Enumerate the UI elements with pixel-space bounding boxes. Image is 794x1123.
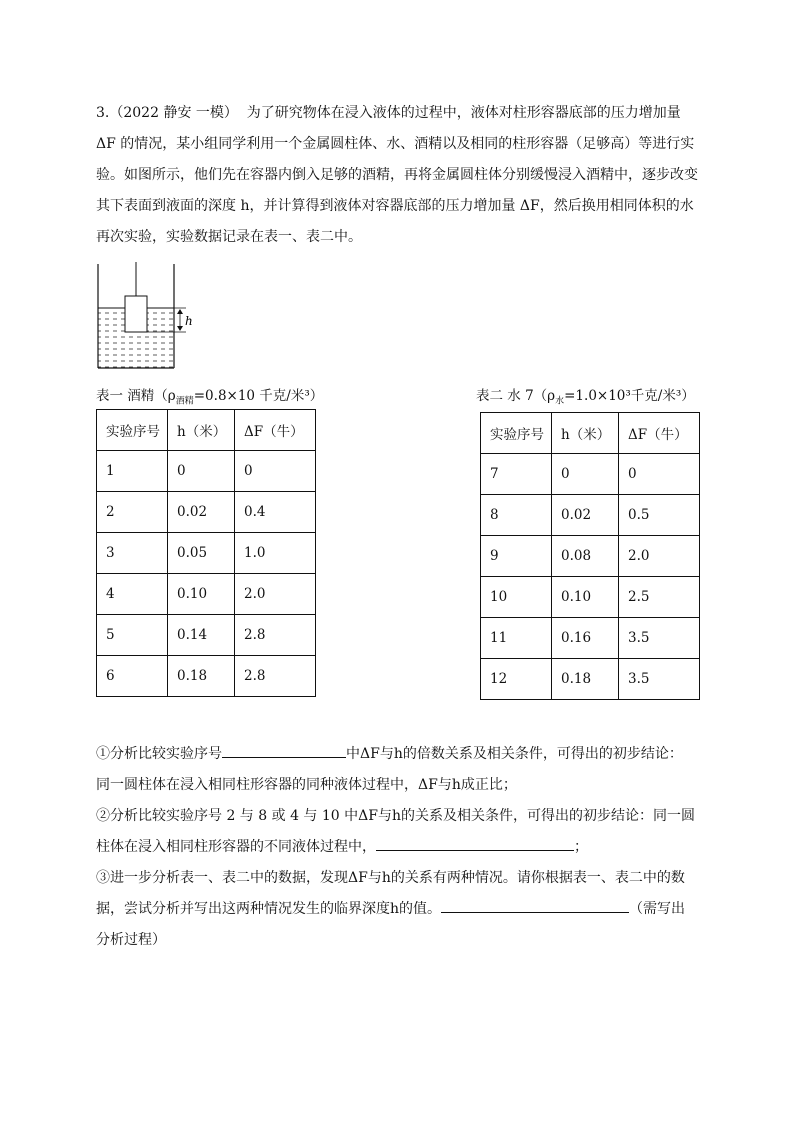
stem-line-4: 其下表面到液面的深度 h，并计算得到液体对容器底部的压力增加量 ΔF，然后换用相同体积的水 xyxy=(96,198,694,214)
part2-line2: 柱体在浸入相同柱形容器的不同液体过程中， ； xyxy=(96,832,702,863)
answer-blank-2[interactable] xyxy=(376,834,574,851)
table-header-row xyxy=(97,410,316,451)
table-row xyxy=(481,454,700,495)
sub-questions xyxy=(96,739,702,956)
table-cell: 3.5 xyxy=(619,618,700,659)
question-stem xyxy=(96,98,702,253)
part3-line2: 据，尝试分析并写出这两种情况发生的临界深度h的值。 （需写出 xyxy=(96,894,702,925)
table-cell: 2.0 xyxy=(619,536,700,577)
table-row xyxy=(481,659,700,700)
table-cell: 12 xyxy=(481,659,552,700)
stem-line-1: 3.（2022 静安 一模） 为了研究物体在浸入液体的过程中，液体对柱形容器底部的压力增加量 xyxy=(96,105,681,121)
table-row xyxy=(97,533,316,574)
table-row xyxy=(97,574,316,615)
table-row xyxy=(481,495,700,536)
table-cell: 0 xyxy=(619,454,700,495)
table-cell: 0.18 xyxy=(552,659,619,700)
table-header-row xyxy=(481,413,700,454)
table-cell: 5 xyxy=(97,615,168,656)
part2-line1: ②分析比较实验序号 2 与 8 或 4 与 10 中ΔF与h的关系及相关条件，可得出的初步结论：同一圆 xyxy=(96,808,695,824)
table-cell: 0.14 xyxy=(168,615,235,656)
table-cell: 8 xyxy=(481,495,552,536)
table-cell: 10 xyxy=(481,577,552,618)
table-cell: 2.5 xyxy=(619,577,700,618)
table-row xyxy=(481,618,700,659)
table-cell: 9 xyxy=(481,536,552,577)
table-cell: 0 xyxy=(552,454,619,495)
table-cell: 0 xyxy=(235,451,316,492)
metal-cylinder xyxy=(125,262,147,332)
stem-line-5: 再次实验，实验数据记录在表一、表二中。 xyxy=(96,229,362,245)
table-cell: 6 xyxy=(97,656,168,697)
table-row xyxy=(97,615,316,656)
table-cell: 0.02 xyxy=(552,495,619,536)
header-cell: ΔF（牛） xyxy=(235,410,316,451)
part3-line1: ③进一步分析表一、表二中的数据，发现ΔF与h的关系有两种情况。请你根据表一、表二中的数 xyxy=(96,870,685,886)
table-cell: 2.0 xyxy=(235,574,316,615)
part1-line2: 同一圆柱体在浸入相同柱形容器的同种液体过程中，ΔF与h成正比； xyxy=(96,777,517,793)
answer-blank-1[interactable] xyxy=(222,741,346,758)
table-cell: 7 xyxy=(481,454,552,495)
part1-line1: ①分析比较实验序号 中ΔF与h的倍数关系及相关条件，可得出的初步结论： xyxy=(96,739,702,770)
header-cell: 实验序号 xyxy=(97,410,168,451)
header-cell: h（米） xyxy=(552,413,619,454)
header-cell: h（米） xyxy=(168,410,235,451)
table-cell: 3 xyxy=(97,533,168,574)
stem-line-2: ΔF 的情况，某小组同学利用一个金属圆柱体、水、酒精以及相同的柱形容器（足够高）等进行实 xyxy=(96,136,695,152)
table2-caption: 表二 水 $7(\rho_水=1.0\times 10^3$千克/米³） xyxy=(476,388,695,407)
table-row xyxy=(481,577,700,618)
table1 xyxy=(96,409,316,697)
question-number: 3. xyxy=(96,105,110,121)
table-row xyxy=(97,492,316,533)
table-cell: 1.0 xyxy=(235,533,316,574)
table-cell: 2 xyxy=(97,492,168,533)
table-cell: 0.5 xyxy=(619,495,700,536)
header-cell: 实验序号 xyxy=(481,413,552,454)
question-source: （2022 静安 一模） xyxy=(109,105,238,121)
answer-blank-3[interactable] xyxy=(441,896,629,913)
table-cell: 0.05 xyxy=(168,533,235,574)
table-cell: 2.8 xyxy=(235,656,316,697)
h-label: h xyxy=(185,314,193,328)
table-cell: 0.08 xyxy=(552,536,619,577)
table-cell: 4 xyxy=(97,574,168,615)
table-cell: 0 xyxy=(168,451,235,492)
table-cell: 0.10 xyxy=(552,577,619,618)
table-row xyxy=(97,451,316,492)
table-cell: 2.8 xyxy=(235,615,316,656)
table2 xyxy=(480,412,700,700)
table-cell: 0.10 xyxy=(168,574,235,615)
table-cell: 11 xyxy=(481,618,552,659)
table-row xyxy=(481,536,700,577)
table-row xyxy=(97,656,316,697)
table-cell: 0.18 xyxy=(168,656,235,697)
table-cell: 1 xyxy=(97,451,168,492)
table-cell: 0.4 xyxy=(235,492,316,533)
experiment-figure xyxy=(96,262,206,372)
table-cell: 3.5 xyxy=(619,659,700,700)
part3-line3: 分析过程） xyxy=(96,932,166,948)
header-cell: ΔF（牛） xyxy=(619,413,700,454)
stem-line-3: 验。如图所示，他们先在容器内倒入足够的酒精，再将金属圆柱体分别缓慢浸入酒精中，逐步改变 xyxy=(96,167,698,183)
table-cell: 0.02 xyxy=(168,492,235,533)
table1-caption: 表一 酒精（$\rho_{酒精}=0.8\times 10$ 千克/米³） xyxy=(96,388,324,407)
table-cell: 0.16 xyxy=(552,618,619,659)
